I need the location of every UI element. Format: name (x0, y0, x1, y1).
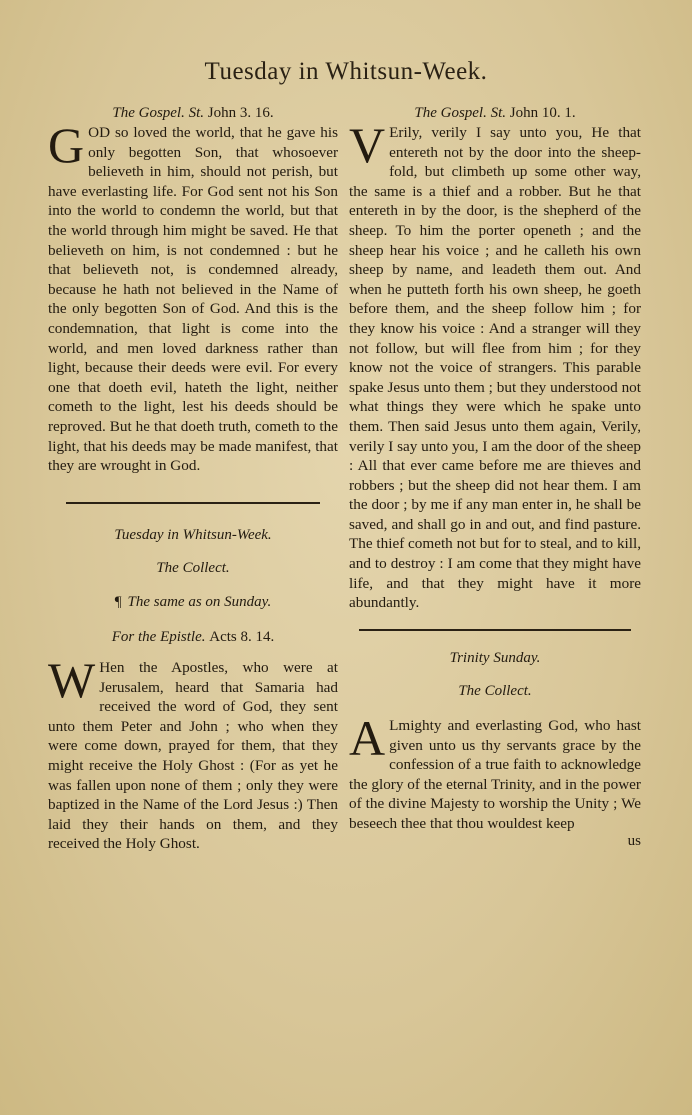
section-divider-left (66, 502, 320, 504)
epistle-body: Hen the Apostles, who were at Jerusalem, heard that Samaria had received the word of God, they sent unto them Peter and John ; who when they were come down, prayed for them, that they might receive the Holy Ghost : (For as yet he was fallen upon none of them ; only they were baptized in the Name of the Lord Jesus :) Then laid they their hands on them, and they received the Holy Ghost. (48, 659, 338, 853)
epistle-heading (48, 628, 338, 648)
epistle-text (48, 652, 338, 854)
catchword: us (627, 832, 641, 849)
collect-title-right: The Collect. (458, 683, 532, 700)
pilcrow-icon: ¶ (114, 593, 122, 610)
dropcap-g: G (48, 117, 85, 173)
gospel-heading-right (349, 104, 641, 123)
collect-title-left: The Collect. (156, 560, 230, 577)
epistle-heading-ref: Acts 8. 14. (209, 629, 275, 646)
section-divider-right (359, 629, 631, 631)
gospel-heading-left (48, 104, 338, 123)
dropcap-w: W (48, 652, 96, 709)
left-column (48, 104, 338, 854)
collect-text (349, 710, 641, 834)
gospel-heading-left-label: The Gospel. St. (112, 105, 205, 121)
gospel-heading-right-label: The Gospel. St. (414, 105, 507, 121)
gospel-text-left (48, 117, 338, 476)
right-column (349, 104, 641, 851)
rubric (48, 593, 338, 613)
dropcap-v: V (349, 117, 386, 173)
gospel-heading-left-ref: John 3. 16. (207, 105, 274, 121)
rubric-text: The same as on Sunday. (127, 593, 272, 610)
collect-body: Lmighty and everlasting God, who hast given unto us thy servants grace by the confession of a true faith to acknowledge the glory of the eternal Trinity, and in the power of the divine Majesty to worship the Unity ; We beseech thee that thou wouldest keep (349, 717, 641, 832)
epistle-heading-label: For the Epistle. (111, 629, 206, 646)
section-title-left: Tuesday in Whitsun-Week. (114, 526, 272, 543)
gospel-text-right (349, 117, 641, 613)
dropcap-a: A (349, 710, 386, 767)
gospel-body-right: Erily, verily I say unto you, He that entereth not by the door into the sheep-fold, but climbeth up some other way, the same is a thief and a robber. But he that entereth in by the door, is the shepherd of the sheep. To him the porter openeth ; and the sheep hear his voice ; and he calleth his own sheep by name, and leadeth them out. And when he putteth forth his own sheep, he goeth before them, and the sheep follow him ; for they know his voice : And a stranger will they not follow, but will flee from him ; for they know not the voice of strangers. This parable spake Jesus unto them ; but they understood not what things they were which he spake unto them. Then said Jesus unto them again, Verily, verily I say unto you, I am the door of the sheep : All that ever came before me are thieves and robbers ; but the sheep did not hear them. I am the door ; by me if any man enter in, he shall be saved, and shall go in and out, and find pasture. The thief cometh not but for to steal, and to kill, and to destroy : I am come that they might have life, and that they might have it more abundantly. (349, 124, 641, 612)
section-title-right: Trinity Sunday. (449, 649, 541, 666)
page-title: Tuesday in Whitsun-Week. (204, 58, 488, 85)
gospel-body-left: OD so loved the world, that he gave his only begotten Son, that whosoever believeth in him, should not perish, but have everlasting life. For God sent not his Son into the world to condemn the world, but that the world through him might be saved. He that believeth on him, is not condemned : but he that believeth not, is condemned already, because he hath not believed in the Name of the only begotten Son of God. And this is the condemnation, that light is come into the world, and men loved darkness rather than light, because their deeds were evil. For every one that doeth evil, hateth the light, neither cometh to the light, lest his deeds should be reproved. But he that doeth truth, cometh to the light, that his deeds may be made manifest, that they are wrought in God. (48, 124, 338, 475)
gospel-heading-right-ref: John 10. 1. (509, 105, 576, 121)
